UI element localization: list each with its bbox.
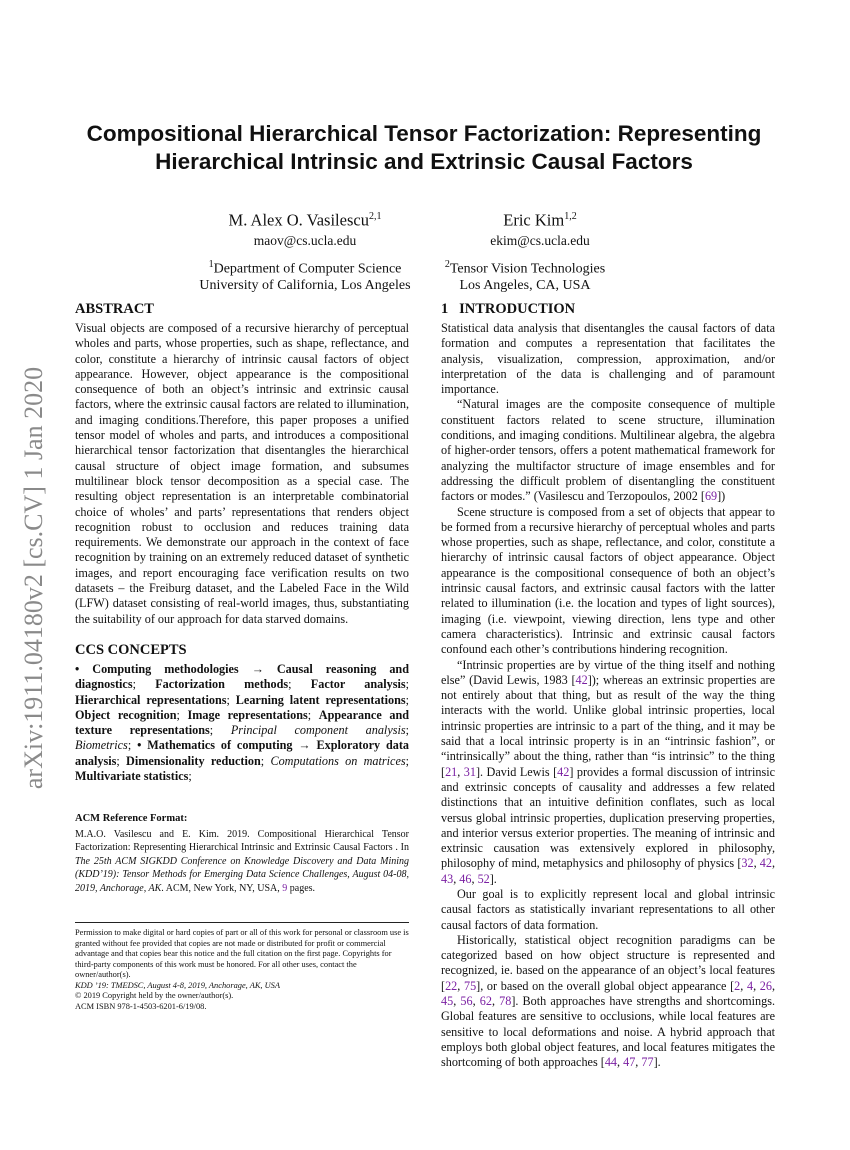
author-name-1: M. Alex O. Vasilescu — [228, 210, 369, 230]
citation-separator: , — [753, 856, 760, 871]
intro-section-title: INTRODUCTION — [459, 301, 576, 317]
intro-text: “Natural images are the composite consequence of multiple constituent factors related to scene structure, illumination conditions, and imaging conditions. Multilinear algebra, the algebra of higher-order tensors, offers a potent mathematical framework for analyzing the multifactor structure of image ensembles and for addressing the difficult problem of disentangling the constituent factors or modes.” (Vasilescu and Terzopoulos, 2002 [ — [441, 397, 775, 504]
ccs-term: Appearance and texture representations — [75, 707, 409, 738]
citation-link[interactable]: 47 — [623, 1055, 636, 1070]
citation-separator: , — [635, 1055, 642, 1070]
intro-section-number: 1 — [441, 301, 449, 317]
permission-isbn: ACM ISBN 978-1-4503-6201-6/19/08. — [75, 1001, 207, 1011]
citation-link[interactable]: 43 — [441, 871, 454, 886]
citation-link[interactable]: 42 — [575, 672, 588, 687]
citation-separator: , — [457, 764, 464, 779]
intro-paragraph-4 — [441, 658, 775, 887]
citation-link[interactable]: 42 — [557, 764, 570, 779]
intro-text: ] provides a formal discussion of intrinsic and extrinsic concepts of causality and addresses a few related distinctions that an intuitive definition conflates, such as local versus global intrinsic properties, duplication preserving properties, and interior versus exterior properties. The meaning of intrinsic and extrinsic causation was extensively explored in philosophy, philosophy of mind, metaphysics and philosophy of physics [ — [441, 764, 776, 871]
intro-heading — [441, 300, 775, 318]
ccs-concepts: • Computing methodologies → Causal reasoning and diagnostics; Factorization methods; Factor analysis; Hierarchical representations; Learning latent representations; Object recognition; Image representations; Appearance and texture representations; Principal component analysis; Biometrics; • Mathematics of computing → Exploratory data analysis; Dimensionality reduction; Computations on matrices; Multivariate statistics; — [75, 661, 410, 784]
reference-venue: The 25th ACM SIGKDD Conference on Knowledge Discovery and Data Mining (KDD’19): Tensor Methods for Emerging Data Science Challenges, August 04-08, 2019, Anchorage, AK — [75, 855, 409, 894]
citation-link[interactable]: 45 — [441, 994, 454, 1009]
ccs-term: Principal component analysis — [230, 723, 406, 738]
ccs-arrow: → — [298, 738, 311, 753]
author-name-2: Eric Kim — [503, 210, 565, 230]
ccs-term: Factorization methods — [155, 677, 289, 692]
citation-link[interactable]: 4 — [746, 978, 754, 993]
citation-separator: , — [740, 978, 747, 993]
citation-separator: , — [457, 978, 464, 993]
affiliation-2 — [400, 257, 650, 294]
citation-link[interactable]: 56 — [460, 994, 473, 1009]
ccs-term: Computations on matrices — [270, 753, 406, 768]
citation-link[interactable]: 44 — [604, 1055, 617, 1070]
ccs-arrow: → — [251, 661, 264, 676]
arxiv-identifier-text: arXiv:1911.04180v2 [cs.CV] 1 Jan 2020 — [19, 366, 48, 790]
ccs-bullet: • — [137, 738, 142, 753]
intro-paragraph-6 — [441, 933, 775, 1071]
intro-text: ]); whereas an extrinsic properties are not entirely about that thing, but as result of the way the thing interacts with the world. Unlike global intrinsic properties, local intrinsic properties are intrinsic to a part of the thing, and it may be said that a local intrinsic property is in an “intrinsic fashion”, or “intrinsically” about the thing, rather than “is intrinsic” to the thing [ — [441, 672, 775, 779]
ccs-term: Image representations — [187, 707, 308, 722]
ccs-term: Mathematics of computing — [147, 738, 293, 753]
ccs-term: Factor analysis — [310, 677, 406, 692]
ccs-term: Exploratory data analysis — [75, 738, 410, 768]
ccs-term: Multivariate statistics — [75, 769, 189, 784]
citation-link[interactable]: 75 — [463, 978, 477, 993]
permission-copyright: © 2019 Copyright held by the owner/author(s). — [75, 991, 234, 1000]
citation-separator: , — [771, 978, 776, 993]
author-sup-1: 2,1 — [368, 211, 382, 222]
author-sup-2: 1,2 — [564, 211, 577, 222]
permission-text: Permission to make digital or hard copies of part or all of this work for personal or classroom use is granted without fee provided that copies are not made or distributed for profit or commercial advantage and that copies bear this notice and the full citation on the first page. Copyrights for third-party components of this work must be honored. For all other uses, contact the owner/author(s). — [75, 928, 409, 979]
citation-link[interactable]: 2 — [734, 978, 741, 993]
intro-text: ], or based on the overall global object appearance [ — [476, 978, 735, 993]
affiliation-2-line2: Los Angeles, CA, USA — [459, 277, 591, 293]
ccs-term: Dimensionality reduction — [126, 753, 261, 768]
ccs-term: Learning latent representations — [235, 692, 406, 707]
ccs-term: Object recognition — [75, 707, 177, 722]
intro-text: ]. Both approaches have strengths and shortcomings. Global features are sensitive to occlusions, while local features are sensitive to local deformations and noise. A hybrid approach that employs both global object features, and local features mitigates the shortcoming of both approaches [ — [441, 994, 776, 1070]
affiliation-sup-2: 2 — [444, 259, 450, 270]
citation-separator: , — [753, 978, 760, 993]
citation-link[interactable]: 21 — [445, 764, 458, 779]
author-block-2 — [415, 207, 665, 249]
citation-link[interactable]: 31 — [463, 764, 476, 779]
affiliation-1-line2: University of California, Los Angeles — [199, 277, 411, 293]
affiliation-1 — [180, 257, 430, 294]
intro-text: ]) — [717, 489, 726, 504]
citation-link[interactable]: 69 — [704, 489, 718, 504]
citation-link[interactable]: 77 — [641, 1055, 654, 1070]
reference-format-label: ACM Reference Format: — [75, 813, 188, 824]
intro-paragraph-2 — [441, 397, 775, 504]
reference-text-mid: . ACM, New York, NY, USA, — [161, 882, 283, 894]
paper-title: Compositional Hierarchical Tensor Factorization: Representing Hierarchical Intrinsic and Extrinsic Causal Factors — [86, 121, 762, 174]
intro-text: ]. — [489, 871, 497, 886]
left-column — [75, 300, 409, 784]
ccs-term: Causal reasoning and diagnostics — [75, 661, 409, 692]
ccs-bullet: • — [75, 661, 80, 676]
arxiv-identifier-stamp — [14, 318, 54, 838]
reference-text-end: pages. — [287, 882, 316, 894]
intro-text: Historically, statistical object recognition paradigms can be categorized based on how object structure is represented and recognized, ie. based on the appearance of an object’s local features [ — [441, 932, 775, 993]
acm-reference-format — [75, 812, 409, 895]
abstract-heading: ABSTRACT — [75, 301, 154, 317]
citation-link[interactable]: 78 — [499, 994, 512, 1009]
permission-footnote — [75, 922, 409, 1012]
citation-separator: , — [771, 856, 776, 871]
author-block-1 — [180, 207, 430, 249]
reference-page-count-link[interactable]: 9 — [282, 882, 288, 894]
permission-venue: KDD ’19: TMEDSC, August 4-8, 2019, Anchorage, AK, USA — [75, 980, 280, 990]
citation-link[interactable]: 22 — [445, 978, 458, 993]
reference-format-text — [75, 828, 409, 896]
citation-link[interactable]: 26 — [759, 978, 772, 993]
citation-separator: , — [472, 994, 480, 1009]
author-email-2[interactable]: ekim@cs.ucla.edu — [490, 232, 590, 248]
citation-link[interactable]: 42 — [759, 856, 772, 871]
citation-separator: , — [491, 994, 500, 1009]
intro-paragraph-1: Statistical data analysis that disentangles the causal factors of data formation and computes a representation that facilitates the analysis, visualization, compression, approximation, and/or interpretation of the data is challenging and of paramount importance. — [441, 321, 775, 397]
right-column — [441, 300, 775, 1071]
affiliation-2-line1: Tensor Vision Technologies — [449, 261, 606, 277]
intro-text: ]. — [653, 1055, 661, 1070]
ccs-term: Biometrics — [75, 738, 128, 753]
abstract-text: Visual objects are composed of a recursive hierarchy of perceptual wholes and parts, whose properties, such as shape, reflectance, and color, constitute a hierarchy of intrinsic causal factors of object appearance. However, object appearance is the compositional consequence of both an object’s intrinsic and extrinsic causal factors, where the extrinsic causal factors are related to illumination, and imaging conditions.Therefore, this paper proposes a unified tensor model of wholes and parts, and introduces a compositional hierarchical tensor factorization that disentangles the hierarchical causal structure of object image formation, and subsumes multilinear block tensor decomposition as a special case. The resulting object representation is an interpretable combinatorial choice of wholes’ and parts’ representations that renders object recognition robust to occlusion and reduces training data requirements. We demonstrate our approach in the context of face recognition by training on an extremely reduced dataset of synthetic images, and report encouraging face verification results on two datasets – the Freiburg dataset, and the Labeled Face in the Wild (LFW) dataset consisting of real-world images, thus, substantiating the suitability of our approach for data starved domains. — [75, 321, 410, 626]
ccs-term: Computing methodologies — [92, 661, 239, 676]
citation-link[interactable]: 52 — [477, 871, 490, 886]
intro-text: “Intrinsic properties are by virtue of the thing itself and nothing else” (David Lewis, 1983 [ — [441, 657, 775, 687]
citation-separator: , — [453, 871, 460, 886]
affiliation-sup-1: 1 — [208, 259, 214, 270]
intro-paragraph-3: Scene structure is composed from a set of objects that appear to be formed from a recursive hierarchy of perceptual wholes and parts whose properties, such as shape, reflectance, and color, constitute a hierarchy of intrinsic causal factors of object appearance. Object appearance is the compositional consequence of both an object’s intrinsic causal factors, and extrinsic causal factors with the latter related to illumination (i.e. the location and types of light sources), imaging (i.e. viewpoint, viewing direction, lens type and other camera characteristics). Intrinsic and extrinsic causal factors confound each other’s contributions hindering recognition. — [441, 504, 775, 657]
affiliation-1-line1: Department of Computer Science — [213, 261, 402, 277]
ccs-heading: CCS CONCEPTS — [75, 641, 187, 658]
author-email-1[interactable]: maov@cs.ucla.edu — [253, 232, 357, 248]
citation-separator: , — [617, 1055, 624, 1070]
citation-link[interactable]: 32 — [741, 856, 754, 871]
citation-link[interactable]: 46 — [459, 871, 472, 886]
citation-separator: , — [453, 994, 461, 1009]
reference-text-start: M.A.O. Vasilescu and E. Kim. 2019. Compositional Hierarchical Tensor Factorization: Representing Hierarchical Intrinsic and Extrinsic Causal Factors . In — [75, 828, 409, 853]
citation-separator: , — [471, 871, 478, 886]
ccs-term: Hierarchical representations — [75, 692, 227, 707]
intro-paragraph-5: Our goal is to explicitly represent local and global intrinsic causal factors as statistically invariant representations to all other causal factors of data formation. — [441, 886, 775, 932]
intro-text: ]. David Lewis [ — [475, 764, 558, 779]
citation-link[interactable]: 62 — [479, 994, 492, 1009]
